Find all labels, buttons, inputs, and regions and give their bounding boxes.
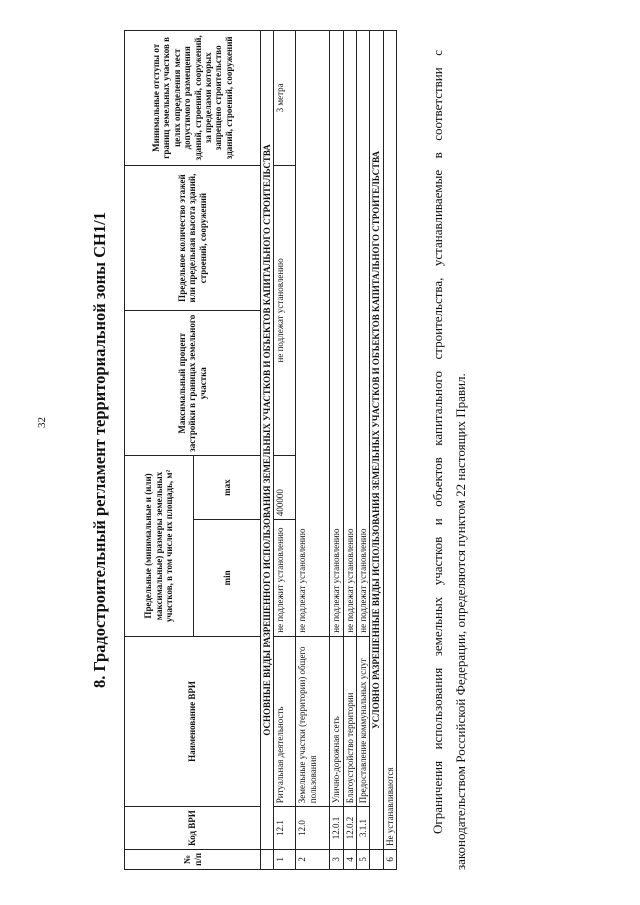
section-row-main [261,31,274,870]
table-row [296,31,330,870]
header-code: Код ВРИ [125,807,261,850]
rotated-page-content [76,30,496,870]
row-num: 6 [383,849,396,869]
header-size-group: Предельные (минимальные и (или) максимальные) размеры земельных участков, в том числе их площадь, м² [125,456,194,637]
row-code: 3.1.1 [357,807,370,850]
table-row [357,31,370,870]
row-code: 12.0.1 [330,807,343,850]
header-name: Наименование ВРИ [125,636,261,806]
table-row [330,31,343,870]
header-max: max [194,456,261,520]
row-limits: не подлежат установлению [296,31,330,637]
header-min: min [194,520,261,637]
row-num: 5 [357,849,370,869]
table-header-row [125,31,194,870]
row-code: 12.0.2 [343,807,356,850]
regulation-table [124,30,397,870]
header-num: № п/п [125,849,261,869]
row-min: не подлежит установлению [274,520,296,637]
row-num: 2 [296,849,330,869]
row-name: Благоустройство территории [343,636,356,806]
section-spacer [261,849,274,869]
row-name: Земельные участки (территории) общего пользования [296,636,330,806]
row-name: Улично-дорожная сеть [330,636,343,806]
row-code: 12.1 [274,807,296,850]
restrictions-note: Ограничения использования земельных участков и объектов капитального строительства, устанавливаемые в соответствии с законодательством Российской Федерации, определяются пунктом 22 настоящих Правил. [430,50,468,870]
page-number: 32 [36,417,48,428]
table-row [343,31,356,870]
section-conditional-label: УСЛОВНО РАЗРЕШЕННЫЕ ВИДЫ ИСПОЛЬЗОВАНИЯ ЗЕМЕЛЬНЫХ УЧАСТКОВ И ОБЪЕКТОВ КАПИТАЛЬНОГО СТРОИТЕЛЬСТВА [370,31,383,850]
row-limits: не подлежат установлению [357,31,370,637]
row-name: Предоставление коммунальных услуг [357,636,370,806]
section-spacer [370,849,383,869]
row-max: 400000 [274,456,296,520]
row-indent: 3 метра [274,31,296,166]
row-percent-floors: не подлежат установлению [274,165,296,455]
header-percent: Максимальный процент застройки в границах земельного участка [125,311,261,456]
document-title: 8. Градостроительный регламент территориальной зоны СН1/1 [90,212,109,688]
section-row-conditional [370,31,383,870]
row-limits: не подлежат установлению [330,31,343,637]
row-code: 12.0 [296,807,330,850]
section-main-label: ОСНОВНЫЕ ВИДЫ РАЗРЕШЕННОГО ИСПОЛЬЗОВАНИЯ ЗЕМЕЛЬНЫХ УЧАСТКОВ И ОБЪЕКТОВ КАПИТАЛЬНОГО СТРОИТЕЛЬСТВА [261,31,274,850]
row-text: Не устанавливаются [383,31,396,850]
row-name: Ритуальная деятельность [274,636,296,806]
row-num: 3 [330,849,343,869]
row-limits: не подлежат установлению [343,31,356,637]
table-row [274,31,296,870]
row-num: 4 [343,849,356,869]
table-row [383,31,396,870]
row-num: 1 [274,849,296,869]
header-indent: Минимальные отступы от границ земельных участков в целях определения мест допустимого размещения зданий, строений, сооружений, за пределами которых запрещено строительство зданий, строений, сооружений [125,31,261,166]
header-floors: Предельное количество этажей или предельная высота зданий, строений, сооружений [125,165,261,311]
